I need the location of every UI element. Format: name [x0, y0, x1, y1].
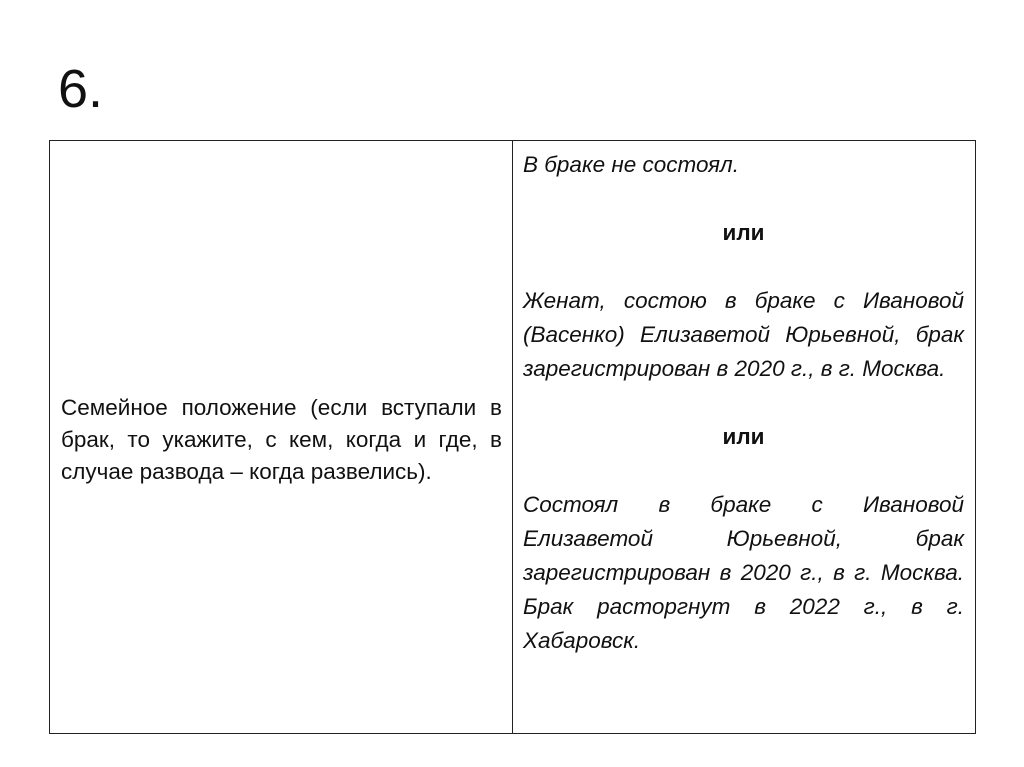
spacer [523, 250, 964, 284]
answer-option-1: В браке не состоял. [523, 152, 739, 177]
slide-number: 6. [58, 59, 104, 119]
question-text: Семейное положение (если вступали в брак, то укажите, с кем, когда и где, в случае развода – когда развелись). [61, 395, 502, 484]
spacer [523, 386, 964, 420]
answer-content [513, 141, 975, 658]
or-separator-1: или [722, 220, 765, 245]
spacer [523, 182, 964, 216]
questionnaire-table [49, 140, 976, 734]
answer-option-2: Женат, состою в браке с Ивановой (Васенко) Елизаветой Юрьевной, брак зарегистрирован в 2020 г., в г. Москва. [523, 288, 964, 381]
table-row [50, 141, 976, 734]
or-separator-2: или [722, 424, 765, 449]
answer-cell [513, 141, 976, 734]
answer-option-3: Состоял в браке с Ивановой Елизаветой Юрьевной, брак зарегистрирован в 2020 г., в г. Москва. Брак расторгнут в 2022 г., в г. Хабаровск. [523, 492, 964, 653]
question-cell [50, 141, 513, 734]
spacer [523, 454, 964, 488]
